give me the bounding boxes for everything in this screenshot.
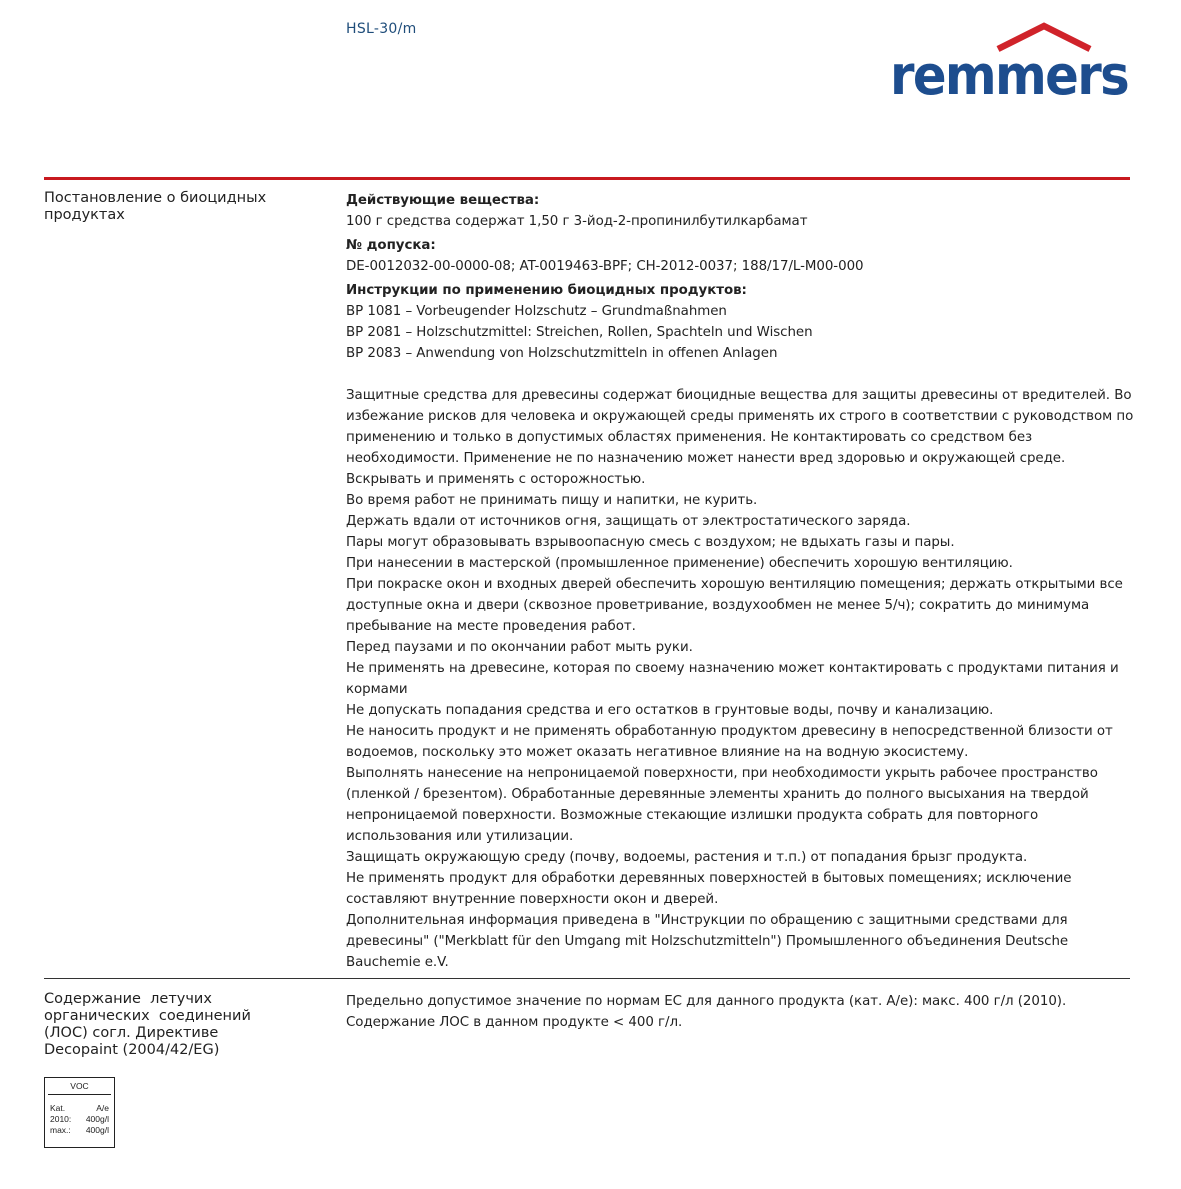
biocide-body-line: пребывание на месте проведения работ.	[346, 619, 636, 634]
biocide-body-line: необходимости. Применение не по назначению может нанести вред здоровью и окружающей среде.	[346, 451, 1066, 466]
voc-section-body	[346, 991, 1130, 1033]
biocide-body-line: Не наносить продукт и не применять обработанную продуктом древесину в непосредственной близости от	[346, 724, 1113, 739]
header-divider	[44, 177, 1130, 180]
label-line: Постановление о биоцидных	[44, 190, 267, 206]
biocide-body-line: (пленкой / брезентом). Обработанные деревянные элементы хранить до полного высыхания на твердой	[346, 787, 1089, 802]
biocide-section-label	[44, 190, 284, 224]
approval-text: DE-0012032-00-0000-08; AT-0019463-BPF; CH-2012-0037; 188/17/L-M00-000	[346, 259, 864, 274]
voc-box-key: max.:	[50, 1125, 71, 1135]
biocide-body-line: Выполнять нанесение на непроницаемой поверхности, при необходимости укрыть рабочее пространство	[346, 766, 1098, 781]
voc-box-value: 400g/l	[85, 1125, 109, 1135]
voc-box-row	[45, 1125, 114, 1136]
biocide-body-line: Вскрывать и применять с осторожностью.	[346, 472, 646, 487]
biocide-section-body	[346, 190, 1134, 973]
biocide-body-text	[346, 385, 1134, 973]
biocide-body-line: При покраске окон и входных дверей обеспечить хорошую вентиляцию помещения; держать открытыми все	[346, 577, 1123, 592]
voc-box-key: 2010:	[50, 1114, 72, 1124]
label-line: Decopaint (2004/42/EG)	[44, 1042, 220, 1058]
voc-content-text: Содержание ЛОС в данном продукте < 400 г/л.	[346, 1015, 683, 1030]
voc-section-label	[44, 991, 284, 1059]
voc-box-value: A/e	[96, 1103, 109, 1113]
label-line: (ЛОС) согл. Директиве	[44, 1025, 219, 1041]
voc-limit-text: Предельно допустимое значение по нормам ЕС для данного продукта (кат. A/e): макс. 400 г/л (2010).	[346, 994, 1067, 1009]
instruction-item: BP 2083 – Anwendung von Holzschutzmitteln in offenen Anlagen	[346, 346, 778, 361]
instruction-item: BP 2081 – Holzschutzmittel: Streichen, Rollen, Spachteln und Wischen	[346, 325, 813, 340]
biocide-body-line: доступные окна и двери (сквозное проветривание, воздухообмен не менее 5/ч); сократить до минимума	[346, 598, 1090, 613]
biocide-body-line: непроницаемой поверхности. Возможные стекающие излишки продукта собрать для повторного	[346, 808, 1039, 823]
remmers-logo-graphic	[890, 18, 1130, 100]
biocide-body-line: составляют внутренние поверхности окон и дверей.	[346, 892, 719, 907]
biocide-body-line: Защитные средства для древесины содержат биоцидные вещества для защиты древесины от вредителей. Во	[346, 388, 1132, 403]
biocide-body-line: водоемов, поскольку это может оказать негативное влияние на на водную экосистему.	[346, 745, 969, 760]
logo-wordmark: remmers	[890, 44, 1128, 100]
biocide-body-line: Не допускать попадания средства и его остатков в грунтовые воды, почву и канализацию.	[346, 703, 994, 718]
voc-box-row	[45, 1114, 114, 1125]
biocide-body-line: Дополнительная информация приведена в "Инструкции по обращению с защитными средствами для	[346, 913, 1068, 928]
biocide-body-line: кормами	[346, 682, 408, 697]
active-substances-text: 100 г средства содержат 1,50 г 3-йод-2-пропинилбутилкарбамат	[346, 214, 808, 229]
biocide-body-line: Bauchemie e.V.	[346, 955, 449, 970]
biocide-body-line: Защищать окружающую среду (почву, водоемы, растения и т.п.) от попадания брызг продукта.	[346, 850, 1028, 865]
voc-label-box	[44, 1077, 115, 1148]
label-line: органических соединений	[44, 1008, 251, 1024]
instruction-item: BP 1081 – Vorbeugender Holzschutz – Grundmaßnahmen	[346, 304, 727, 319]
biocide-body-line: избежание рисков для человека и окружающей среды применять их строго в соответствии с руководством по	[346, 409, 1134, 424]
biocide-body-line: Держать вдали от источников огня, защищать от электростатического заряда.	[346, 514, 911, 529]
biocide-body-line: Во время работ не принимать пищу и напитки, не курить.	[346, 493, 758, 508]
biocide-body-line: Перед паузами и по окончании работ мыть руки.	[346, 640, 693, 655]
instructions-heading: Инструкции по применению биоцидных продуктов:	[346, 283, 747, 298]
approval-heading: № допуска:	[346, 238, 436, 253]
voc-box-value: 400g/l	[85, 1114, 109, 1124]
biocide-body-line: Не применять продукт для обработки деревянных поверхностей в бытовых помещениях; исключение	[346, 871, 1072, 886]
biocide-body-line: древесины" ("Merkblatt für den Umgang mit Holzschutzmitteln") Промышленного объединения Deutsche	[346, 934, 1069, 949]
voc-box-key: Kat.	[50, 1103, 66, 1113]
biocide-body-line: Пары могут образовывать взрывоопасную смесь с воздухом; не вдыхать газы и пары.	[346, 535, 955, 550]
section-divider	[44, 978, 1130, 979]
biocide-body-line: использования или утилизации.	[346, 829, 574, 844]
voc-box-title: VOC	[48, 1078, 111, 1095]
remmers-logo	[890, 18, 1130, 100]
product-code: HSL-30/m	[346, 21, 417, 37]
biocide-body-line: Не применять на древесине, которая по своему назначению может контактировать с продуктами питания и	[346, 661, 1119, 676]
biocide-body-line: применению и только в допустимых областях применения. Не контактировать со средством без	[346, 430, 1033, 445]
label-line: продуктах	[44, 207, 125, 223]
voc-box-row	[45, 1103, 114, 1114]
label-line: Содержание летучих	[44, 991, 212, 1007]
biocide-body-line: При нанесении в мастерской (промышленное применение) обеспечить хорошую вентиляцию.	[346, 556, 1013, 571]
active-substances-heading: Действующие вещества:	[346, 193, 540, 208]
